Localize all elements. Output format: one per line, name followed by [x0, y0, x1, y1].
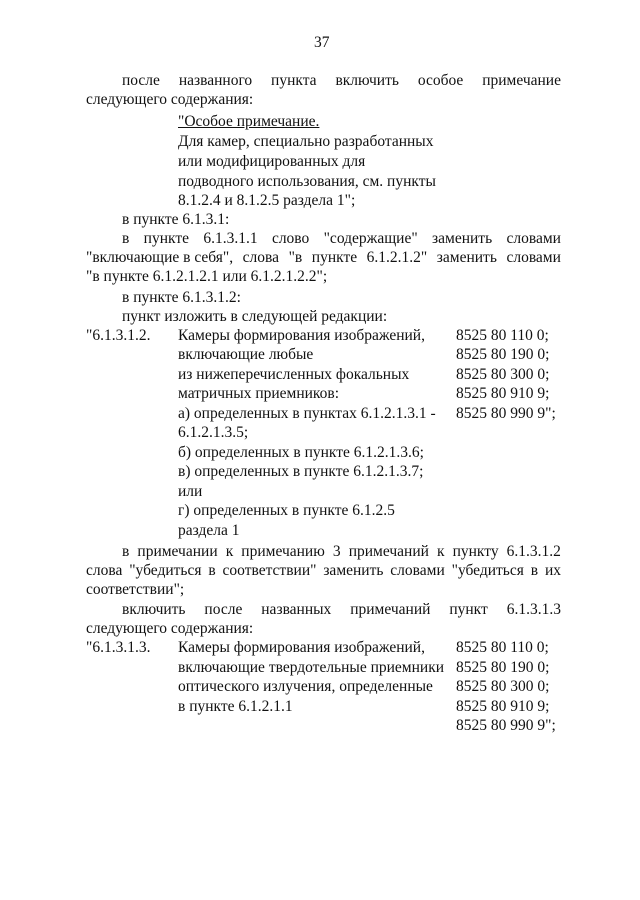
- word: примечание: [482, 72, 561, 89]
- word: названного: [178, 72, 253, 89]
- paragraph-5: пункт изложить в следующей редакции:: [122, 308, 388, 325]
- word: примечаний: [348, 543, 429, 560]
- item-1-line: раздела 1: [178, 522, 240, 539]
- paragraph-6-line-3: соответствии";: [86, 581, 185, 598]
- word: пункт: [449, 601, 488, 618]
- word: словами: [506, 230, 561, 247]
- paragraph-1: [122, 72, 561, 90]
- word: словами: [506, 249, 561, 266]
- item-1-code: 8525 80 910 9;: [456, 385, 550, 402]
- word: к: [225, 543, 234, 560]
- item-1-line: или: [178, 483, 203, 500]
- word: после: [204, 601, 243, 618]
- paragraph-7: [122, 601, 561, 619]
- note-line: подводного использования, см. пункты: [178, 173, 436, 190]
- word: в: [530, 562, 539, 579]
- page-number: 37: [314, 34, 330, 51]
- word: примечаний: [350, 601, 431, 618]
- item-1-line: г) определенных в пункте 6.1.2.5: [178, 502, 395, 519]
- item-1-code: 8525 80 990 9";: [456, 405, 556, 422]
- word: заменить: [432, 230, 493, 247]
- note-line: или модифицированных для: [178, 153, 366, 170]
- item-1-line: матричных приемников:: [178, 385, 340, 402]
- word: слова: [242, 249, 280, 266]
- item-2-line: Камеры формирования изображений,: [178, 639, 425, 656]
- word: названных: [261, 601, 332, 618]
- word: заменить: [436, 249, 497, 266]
- item-2-line: оптического излучения, определенные: [178, 678, 433, 695]
- item-1-code: 8525 80 110 0;: [456, 327, 549, 344]
- paragraph-4: в пункте 6.1.3.1.2:: [122, 289, 241, 306]
- word: 3: [332, 543, 341, 560]
- item-2-code: 8525 80 300 0;: [456, 678, 550, 695]
- note-title: "Особое примечание.: [178, 113, 320, 130]
- paragraph-3-line-1: [122, 230, 561, 248]
- word: слова: [86, 562, 123, 579]
- word: "убедиться: [451, 562, 524, 579]
- item-2-code: 8525 80 110 0;: [456, 639, 549, 656]
- item-1-line: б) определенных в пункте 6.1.2.1.3.6;: [178, 444, 424, 461]
- item-2-code: 8525 80 990 9";: [456, 717, 556, 734]
- note-line: 8.1.2.4 и 8.1.2.5 раздела 1";: [178, 192, 356, 209]
- word: словами: [390, 562, 445, 579]
- word: их: [544, 562, 561, 579]
- paragraph-1-line-2: следующего содержания:: [86, 91, 254, 108]
- word: "убедиться: [129, 562, 202, 579]
- item-2-line: включающие твердотельные приемники: [178, 659, 445, 676]
- word: после: [122, 72, 160, 89]
- item-1-code: 8525 80 300 0;: [456, 366, 550, 383]
- word: пункте: [143, 230, 189, 247]
- item-1-line: 6.1.2.1.3.5;: [178, 424, 249, 441]
- word: 6.1.3.1.1: [203, 230, 258, 247]
- paragraph-7-line-2: следующего содержания:: [86, 620, 254, 637]
- word: особое: [417, 72, 464, 89]
- word: включить: [335, 72, 399, 89]
- note-line: Для камер, специально разработанных: [178, 133, 434, 150]
- word: заменить: [323, 562, 384, 579]
- paragraph-6-line-1: [122, 543, 561, 561]
- word: 6.1.2.1.2": [366, 249, 428, 266]
- word: 6.1.3.1.2: [506, 543, 561, 560]
- word: в: [208, 562, 216, 579]
- word: "включающие в себя",: [86, 249, 234, 266]
- paragraph-3-line-2: [86, 249, 561, 267]
- item-1-line: а) определенных в пунктах 6.1.2.1.3.1 -: [178, 405, 436, 422]
- item-2-code: 8525 80 910 9;: [456, 698, 550, 715]
- word: пункта: [271, 72, 317, 89]
- item-2-line: в пункте 6.1.2.1.1: [178, 698, 293, 715]
- word: пункте: [311, 249, 358, 266]
- word: пункту: [452, 543, 499, 560]
- word: в: [122, 543, 130, 560]
- item-1-line: Камеры формирования изображений,: [178, 327, 425, 344]
- word: примечанию: [241, 543, 325, 560]
- item-1-line: включающие любые: [178, 346, 314, 363]
- word: к: [436, 543, 445, 560]
- item-1-line: в) определенных в пункте 6.1.2.1.3.7;: [178, 463, 424, 480]
- word: примечании: [137, 543, 218, 560]
- item-1-number: "6.1.3.1.2.: [86, 327, 151, 344]
- item-2-number: "6.1.3.1.3.: [86, 639, 151, 656]
- paragraph-3-line-3: "в пункте 6.1.2.1.2.1 или 6.1.2.1.2.2";: [86, 268, 328, 285]
- word: 6.1.3.1.3: [506, 601, 561, 618]
- word: "в: [288, 249, 303, 266]
- word: "содержащие": [323, 230, 418, 247]
- paragraph-6-line-2: [86, 562, 561, 580]
- item-2-code: 8525 80 190 0;: [456, 659, 550, 676]
- word: соответствии": [222, 562, 317, 579]
- item-1-line: из нижеперечисленных фокальных: [178, 366, 410, 383]
- paragraph-2: в пункте 6.1.3.1:: [122, 211, 230, 228]
- item-1-code: 8525 80 190 0;: [456, 346, 550, 363]
- word: слово: [271, 230, 310, 247]
- word: в: [122, 230, 130, 247]
- word: включить: [122, 601, 186, 618]
